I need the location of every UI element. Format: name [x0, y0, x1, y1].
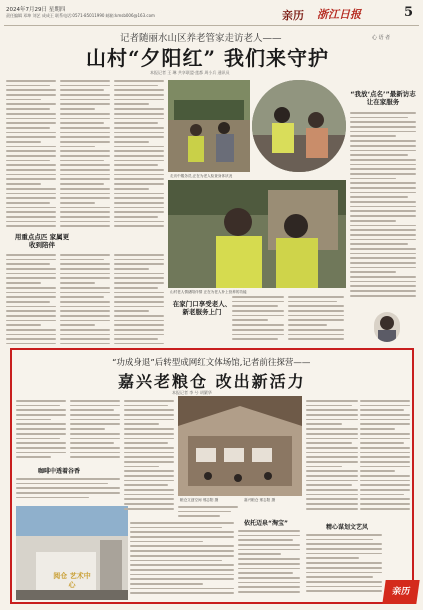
- author-portrait: [374, 312, 400, 342]
- story2-subhead-a: 咖啡中透着谷香: [38, 468, 81, 475]
- story2-text-col-7: [238, 530, 300, 600]
- story1-caption-left: 山村老人情绪陪伴情 正在为老人补上营养的功能: [170, 290, 247, 294]
- right-story-text: [350, 112, 416, 312]
- right-column-label: 心 语 者: [372, 35, 391, 41]
- story1-kicker: 记者随丽水山区养老管家走访老人——: [120, 33, 282, 44]
- story1-byline: 本报记者 王 琳 共享联盟·莲都 周小兵 通讯员: [150, 70, 230, 75]
- story1-text-col-2: [60, 80, 110, 230]
- page-header: [4, 4, 419, 26]
- story2-kicker: “功成身退”后转型成网红文体场馆,记者前往探营——: [112, 358, 311, 368]
- story2-photo-caption-1: 粮仓文创空间 邢志阳 摄: [180, 498, 219, 502]
- photo-granary-interior: [178, 396, 302, 496]
- photo-health-check: [252, 80, 346, 172]
- issue-date: 2024年7月29日 星期四: [6, 7, 66, 13]
- photo-elder-portrait-art: [168, 180, 346, 288]
- story2-subhead-b: 依托迈泉“淘宝”: [244, 520, 288, 527]
- story1-text-col-5: [60, 254, 110, 344]
- page-number: 5: [404, 5, 414, 20]
- story2-byline: 本报记者 李 兮 胡繁华: [172, 390, 212, 395]
- story1-text-col-1: [6, 80, 56, 230]
- photo-elders-courtyard-art: [168, 80, 250, 172]
- story1-subhead-1: 用重点点匹 家属更收到陪伴: [14, 233, 70, 249]
- photo-granary-interior-art: [178, 396, 302, 496]
- story2-text-col-2: [70, 400, 120, 464]
- story2-text-col-10: [306, 534, 382, 600]
- photo-health-check-art: [252, 80, 346, 172]
- story2-headline: 嘉兴老粮仓 改出新活力: [118, 372, 306, 391]
- photo-elders-courtyard: [168, 80, 250, 172]
- story1-headline: 山村“夕阳红” 我们来守护: [86, 46, 329, 70]
- granary-sign-text: 阅仓 艺术中心: [53, 572, 91, 589]
- section-name: 亲历: [282, 9, 304, 22]
- story1-text-col-3: [114, 80, 164, 230]
- photo-elder-portrait: [168, 180, 346, 288]
- story2-text-col-6: [130, 522, 234, 600]
- story2-subhead-c: 精心谋划文艺风: [326, 524, 369, 531]
- story1-text-col-8: [288, 296, 344, 342]
- story1-caption-right: 走访中服务员,正在为老人检查身体状况: [170, 174, 233, 178]
- story2-text-col-4: [124, 400, 174, 518]
- section-stamp: 亲历: [382, 580, 419, 604]
- paper-name: 浙江日报: [317, 8, 361, 21]
- story1-text-col-6: [114, 254, 164, 344]
- story2-text-col-3: [16, 478, 120, 504]
- right-story-title: “我放‘点名’”最新访志让在家服务: [350, 90, 416, 106]
- story2-photo-caption-2: 嘉兴粮仓 邢志阳 摄: [244, 498, 276, 502]
- editor-info: 责任编辑 邓坤 刘艺 成成王 联系电话:0571-85011990 邮箱:kmsb006@163.com: [6, 13, 155, 18]
- story2-text-col-1: [16, 400, 66, 464]
- story2-text-col-8: [306, 400, 358, 520]
- story2-text-col-9: [360, 400, 410, 520]
- story2-text-col-5: [178, 506, 238, 520]
- story1-text-col-4: [6, 254, 56, 344]
- story1-text-col-7: [232, 296, 284, 342]
- author-portrait-art: [374, 312, 400, 342]
- story1-subhead-2: 在家门口享受老人、新老服务上门: [172, 300, 232, 316]
